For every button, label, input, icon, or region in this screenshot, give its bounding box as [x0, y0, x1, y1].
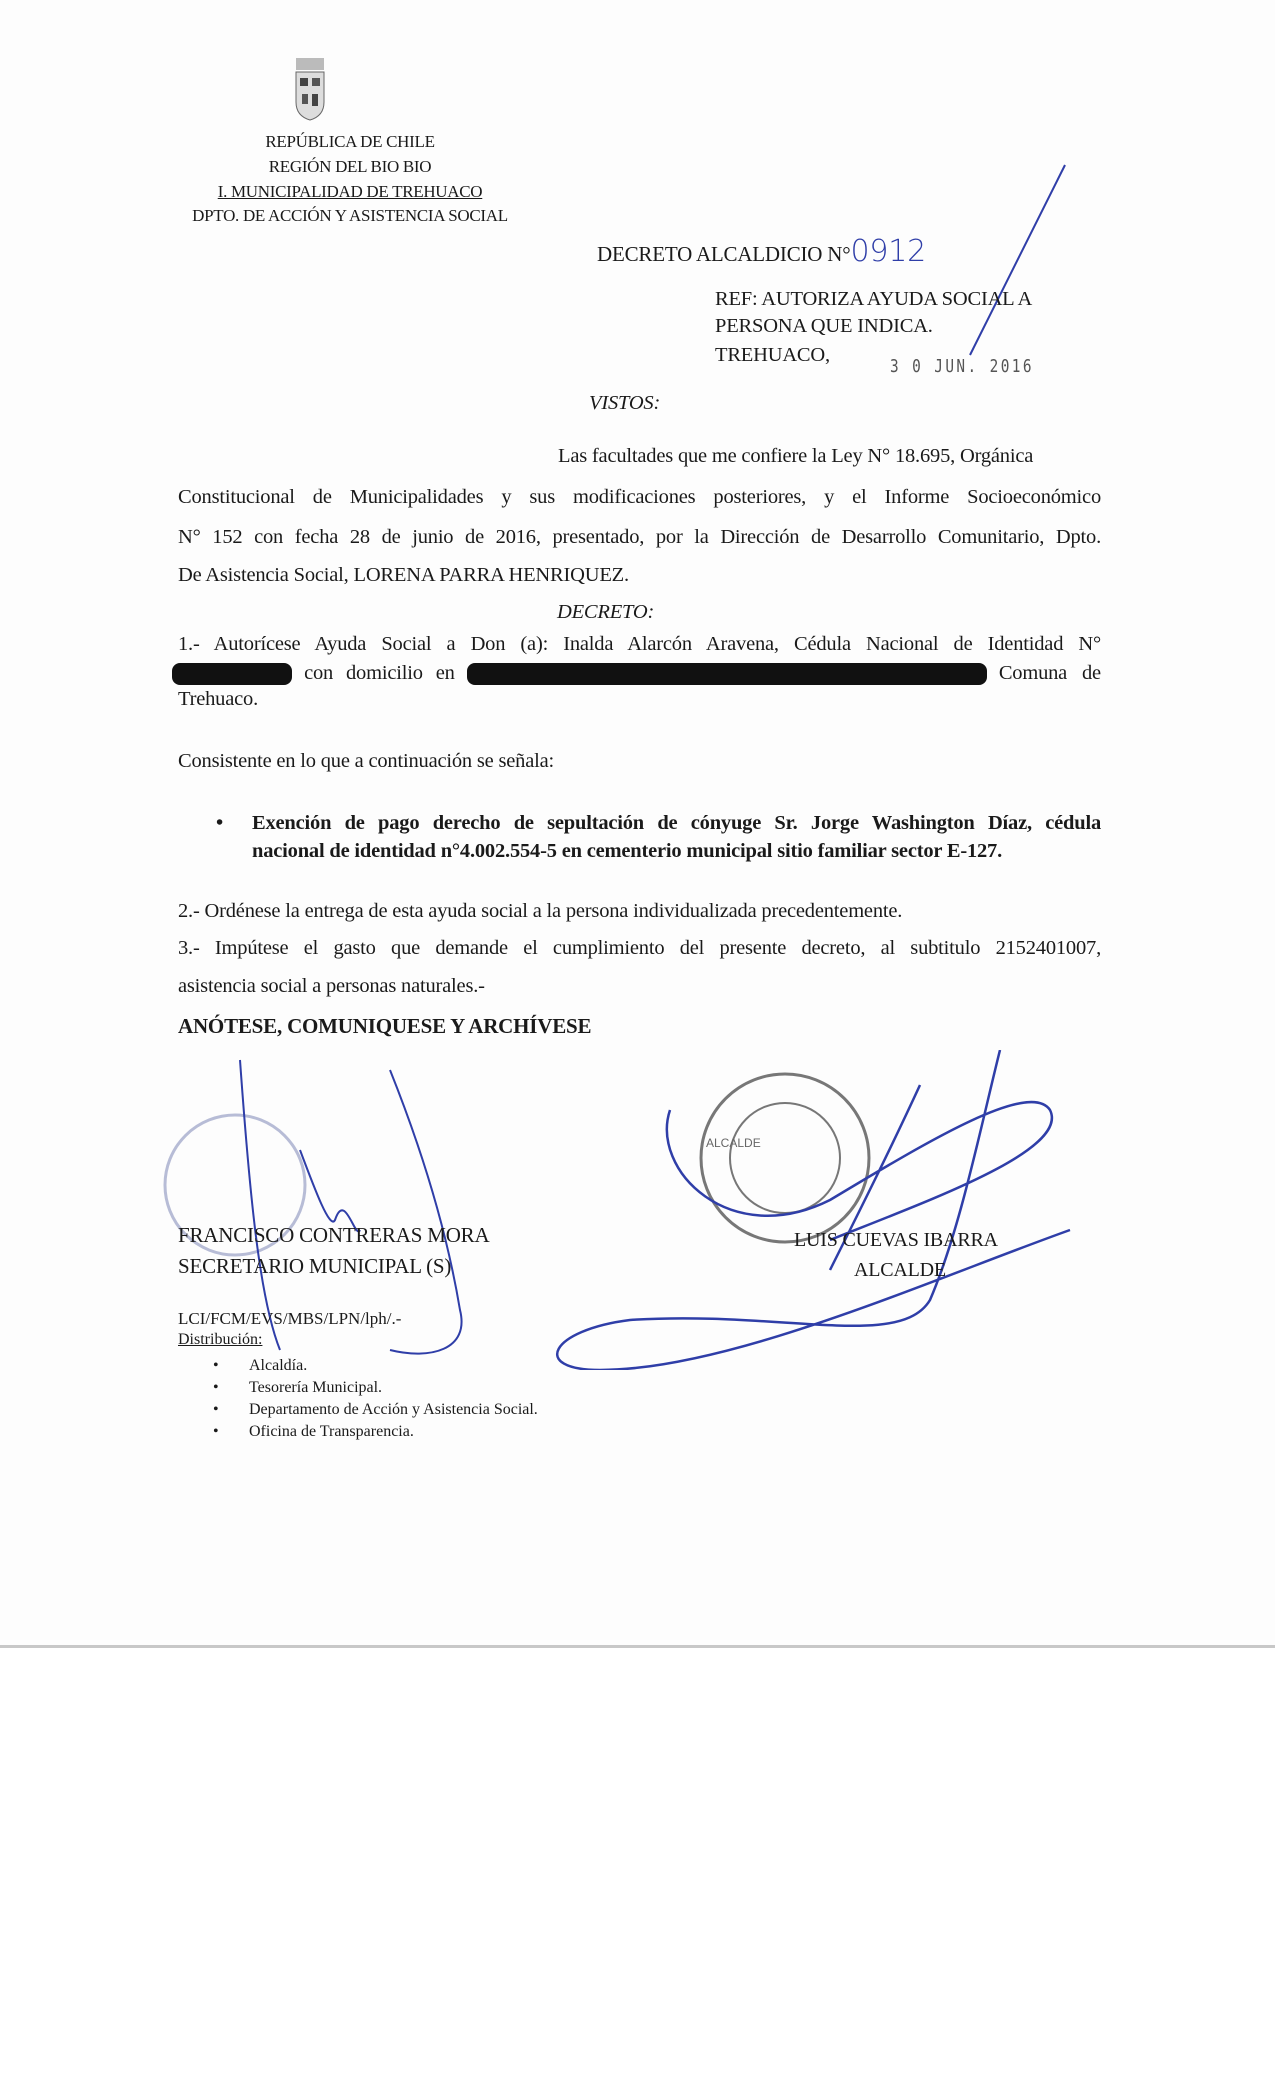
decreto-item-1-line-2: con domicilio en Comuna de	[172, 662, 1101, 685]
distribution-list	[249, 1355, 538, 1443]
decreto-item-2: 2.- Ordénese la entrega de esta ayuda social a la persona individualizada precedentemente.	[178, 900, 903, 922]
distribution-item: • Oficina de Transparencia.	[249, 1421, 538, 1443]
mayor-name: LUIS CUEVAS IBARRA	[794, 1229, 998, 1251]
header-line: REGIÓN DEL BIO BIO	[268, 157, 432, 176]
benefit-line: nacional de identidad n°4.002.554-5 en cementerio municipal sitio familiar sector E-127.	[252, 840, 1003, 862]
ref-place: TREHUACO,	[715, 344, 830, 366]
mayor-title: ALCALDE	[854, 1259, 946, 1281]
distribution-item: • Departamento de Acción y Asistencia Social.	[249, 1399, 538, 1421]
mayor-signature	[557, 1050, 1070, 1370]
decreto-heading: DECRETO:	[557, 601, 655, 623]
benefit-list	[252, 812, 1101, 863]
decree-title: DECRETO ALCALDICIO N°0912	[597, 234, 927, 269]
secretary-title: SECRETARIO MUNICIPAL (S)	[178, 1254, 452, 1278]
redacted-address	[467, 663, 987, 685]
date-stamp: 3 0 JUN. 2016	[890, 356, 1034, 377]
distribution-item: • Tesorería Municipal.	[249, 1377, 538, 1399]
closing-formula: ANÓTESE, COMUNIQUESE Y ARCHÍVESE	[178, 1014, 592, 1038]
initials: LCI/FCM/EVS/MBS/LPN/lph/.-	[178, 1309, 402, 1328]
secretary-name: FRANCISCO CONTRERAS MORA	[178, 1223, 490, 1247]
vistos-line: N° 152 con fecha 28 de junio de 2016, presentado, por la Dirección de Desarrollo Comunitario, Dpto.	[178, 526, 1101, 548]
header-line: I. MUNICIPALIDAD DE TREHUACO	[217, 182, 483, 201]
decreto-item-3: 3.- Impútese el gasto que demande el cumplimiento del presente decreto, al subtitulo 2152401007,	[178, 937, 1101, 959]
header-line: REPÚBLICA DE CHILE	[265, 132, 435, 151]
decreto-item-1: 1.- Autorícese Ayuda Social a Don (a): Inalda Alarcón Aravena, Cédula Nacional de Identidad N°	[178, 633, 1101, 655]
distribucion-label: Distribución:	[178, 1331, 263, 1348]
vistos-line: Constitucional de Municipalidades y sus modificaciones posteriores, y el Informe Socioeconómico	[178, 486, 1101, 508]
header-line: DPTO. DE ACCIÓN Y ASISTENCIA SOCIAL	[192, 206, 508, 225]
redacted-id	[172, 663, 292, 685]
vistos-line: Las facultades que me confiere la Ley N° 18.695, Orgánica	[558, 445, 1034, 467]
ref-line: REF: AUTORIZA AYUDA SOCIAL A	[715, 288, 1033, 310]
handwritten-slash	[960, 160, 1070, 360]
decreto-item-3-line-2: asistencia social a personas naturales.-	[178, 975, 485, 997]
decreto-item-1-line-3: Trehuaco.	[178, 688, 258, 710]
vistos-line: De Asistencia Social, LORENA PARRA HENRIQUEZ.	[178, 564, 629, 586]
distribution-item: • Alcaldía.	[249, 1355, 538, 1377]
vistos-heading: VISTOS:	[589, 392, 661, 414]
decree-number-handwritten: 0912	[850, 234, 927, 269]
stamp-center-text: ALCALDE	[706, 1136, 761, 1150]
consistente-text: Consistente en lo que a continuación se señala:	[178, 750, 555, 772]
mayor-stamp-icon	[701, 1074, 869, 1242]
ref-line: PERSONA QUE INDICA.	[715, 315, 933, 337]
benefit-line: • Exención de pago derecho de sepultación de cónyuge Sr. Jorge Washington Díaz, cédula	[252, 812, 1101, 840]
coat-of-arms-icon	[292, 56, 328, 122]
